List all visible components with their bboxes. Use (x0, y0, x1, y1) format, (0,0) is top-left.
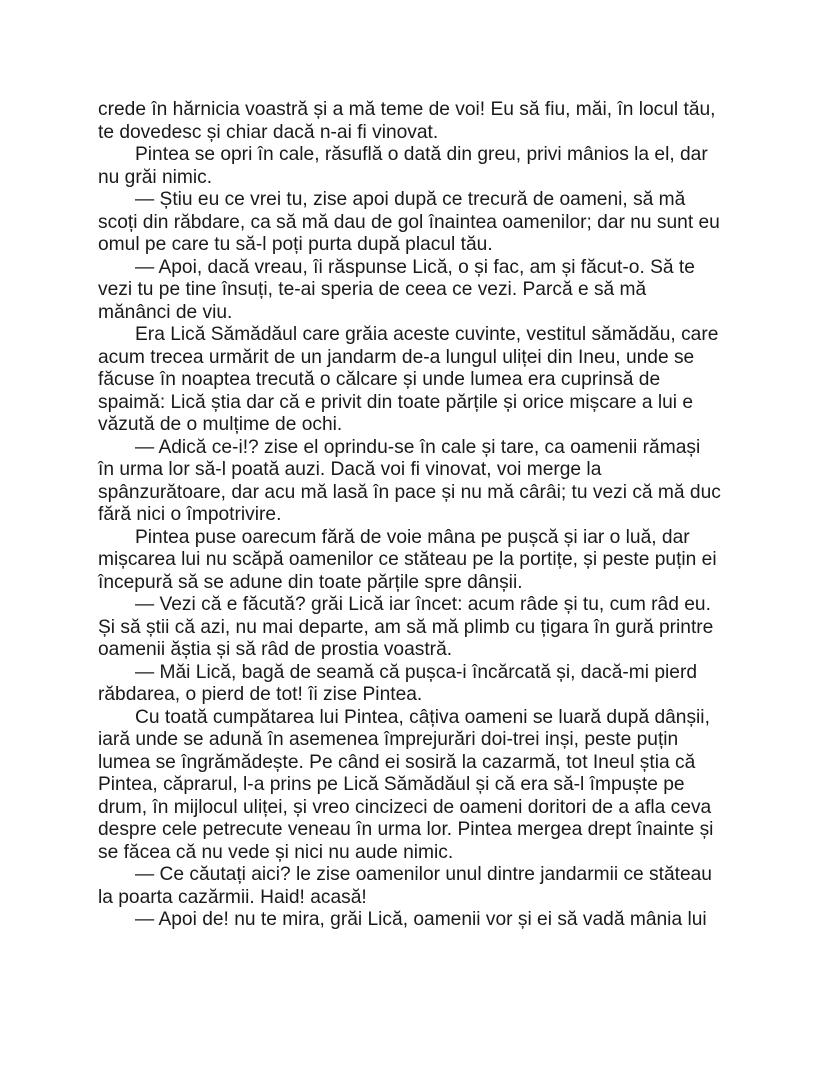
text-line: mișcarea lui nu scăpă oamenilor ce stăteau pe la portițe, și peste puțin ei (98, 549, 717, 570)
text-line: omul pe care tu să-l poți purta după placul tău. (98, 234, 493, 255)
text-line: răbdarea, o pierd de tot! îi zise Pintea. (98, 684, 423, 705)
text-line: la poarta cazărmii. Haid! acasă! (98, 886, 367, 908)
text-line: văzută de o mulțime de ochi. (98, 414, 343, 435)
text-line: oamenii ăștia și să râd de prostia voastră. (98, 639, 453, 660)
text-line: spaimă: Lică știa dar că e privit din toate părțile și orice mișcare a lui e (98, 391, 694, 413)
paragraph-first-line: — Apoi de! nu te mira, grăi Lică, oamenii vor și ei să vadă mânia lui (135, 909, 707, 930)
paragraph-first-line: — Știu eu ce vrei tu, zise apoi după ce trecură de oameni, să mă (135, 189, 686, 210)
paragraph-first-line: — Apoi, dacă vreau, îi răspunse Lică, o și fac, am și făcut-o. Să te (135, 256, 695, 278)
text-line: vezi tu pe tine însuți, te-ai speria de ceea ce vezi. Parcă e să mă (98, 279, 647, 300)
document-page (98, 99, 758, 932)
paragraph-first-line: Cu toată cumpătarea lui Pintea, câțiva oameni se luară după dânșii, (135, 706, 710, 728)
text-line: iară unde se adună în asemenea împrejurări doi-trei inși, peste puțin (98, 729, 679, 750)
paragraph-first-line: Era Lică Sămădăul care grăia aceste cuvinte, vestitul sămădău, care (135, 324, 719, 345)
text-line: scoți din răbdare, ca să mă dau de gol înaintea oamenilor; dar nu sunt eu (98, 211, 720, 233)
text-line: drum, în mijlocul uliței, și vreo cincizeci de oameni doritori de a afla ceva (98, 796, 712, 818)
text-line: nu grăi nimic. (98, 166, 213, 188)
paragraph-first-line: — Adică ce-i!? zise el oprindu-se în cale și tare, ca oamenii rămași (135, 436, 701, 458)
paragraph-first-line: Pintea puse oarecum fără de voie mâna pe pușcă și iar o luă, dar (135, 526, 690, 548)
text-line: fără nici o împotrivire. (98, 504, 282, 525)
paragraph-first-line: — Vezi că e făcută? grăi Lică iar încet: acum râde și tu, cum râd eu. (135, 594, 711, 615)
text-line: crede în hărnicia voastră și a mă teme de voi! Eu să fiu, măi, în locul tău, (98, 99, 716, 120)
text-line: se făcea că nu vede și nici nu aude nimic. (98, 841, 454, 863)
paragraph-first-line: — Măi Lică, bagă de seamă că pușca-i încărcată și, dacă-mi pierd (135, 661, 698, 683)
text-line: făcuse în noaptea trecută o călcare și unde lumea era cuprinsă de (98, 369, 661, 390)
text-line: Și să știi că azi, nu mai departe, am să mă plimb cu țigara în gură printre (98, 616, 714, 638)
text-line: despre cele petrecute veneau în urma lor. Pintea mergea drept înainte și (98, 819, 714, 840)
text-line: începură să se adune din toate părțile spre dânșii. (98, 571, 523, 593)
paragraph-first-line: — Ce căutați aici? le zise oamenilor unul dintre jandarmii ce stăteau (135, 864, 712, 885)
text-line: te dovedesc și chiar dacă n-ai fi vinovat. (98, 121, 439, 143)
paragraph-first-line: Pintea se opri în cale, răsuflă o dată din greu, privi mânios la el, dar (135, 144, 708, 165)
text-line: lumea se îngrămădește. Pe când ei sosiră la cazarmă, tot Ineul știa că (98, 751, 696, 773)
text-line: spânzurătoare, dar acu mă lasă în pace și nu mă cârâi; tu vezi că mă duc (98, 481, 721, 503)
text-line: Pintea, căprarul, l-a prins pe Lică Sămădăul și că era să-l împuște pe (98, 774, 685, 795)
text-line: în urma lor să-l poată auzi. Dacă voi fi vinovat, voi merge la (98, 459, 602, 480)
text-line: acum trecea urmărit de un jandarm de-a lungul uliței din Ineu, unde se (98, 346, 695, 368)
text-line: mănânci de viu. (98, 301, 233, 323)
